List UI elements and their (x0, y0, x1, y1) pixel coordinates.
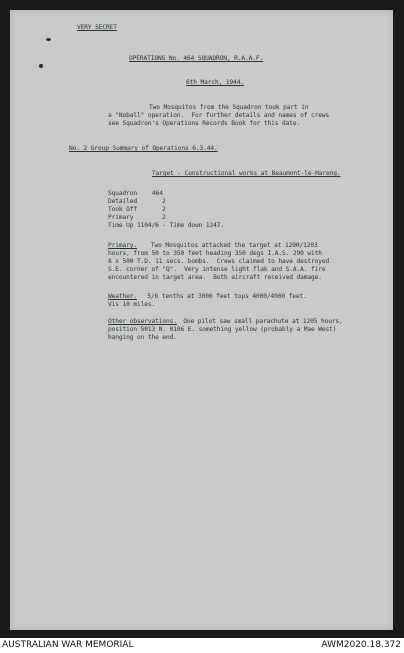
intro-line: Two Mosquitos from the Squadron took part in (149, 104, 309, 111)
primary-line: Two Mosquitos attacked the target at 1200/1203 (140, 242, 318, 249)
stat-value: 464 (152, 190, 163, 197)
document-page (10, 10, 393, 630)
hole-punch-mark (46, 38, 51, 41)
weather-line: Vis 10 miles. (108, 301, 156, 308)
archive-name: AUSTRALIAN WAR MEMORIAL (2, 640, 134, 650)
stat-label: Detailed (108, 198, 138, 205)
stat-label: Primary (108, 214, 134, 221)
primary-line: 8 x 500 T.D. 11 secs. bombs. Crews claimed to have destroyed (108, 258, 330, 265)
stat-label: Took Off (108, 206, 138, 213)
primary-line: S.E. corner of "Q". Very intense light flak and S.A.A. fire (108, 266, 326, 273)
primary-line: hours, from 50 to 350 feet heading 350 degs I.A.S. 290 with (108, 250, 322, 257)
stat-value: 2 (162, 206, 166, 213)
target-line: Target - Constructional works at Beaumont-le-Hareng. (152, 170, 341, 177)
stat-value: 2 (162, 214, 166, 221)
hole-punch-mark (39, 64, 43, 68)
other-observations-line: hanging on the end. (108, 334, 177, 341)
archive-reference-id: AWM2020.18.372 (321, 640, 401, 650)
weather-line: 5/6 tenths at 3000 feet tops 4000/4000 feet. (140, 293, 307, 300)
intro-line: see Squadron's Operations Records Book for this date. (108, 120, 301, 127)
other-observations-line: position 5013 N. 0106 E. something yellow (probably a Mae West) (108, 326, 337, 333)
weather-label: Weather. (108, 293, 138, 300)
other-observations-label: Other observations. (108, 318, 177, 325)
report-date: 6th March, 1944. (186, 79, 245, 86)
primary-line: encountered in target area. Both aircraft received damage. (108, 274, 322, 281)
group-summary-heading: No. 2 Group Summary of Operations 6.3.44. (69, 145, 218, 152)
other-observations-line: One pilot saw small parachute at 1205 hours, (176, 318, 343, 325)
archive-caption-bar (0, 638, 404, 653)
stat-label: Squadron (108, 190, 138, 197)
classification-stamp: VERY SECRET (77, 24, 117, 31)
stat-value: 2 (162, 198, 166, 205)
report-heading: OPERATIONS No. 464 SQUADRON, R.A.A.F. (129, 55, 264, 62)
time-up-down-line: Time Up 1104/6 - Time down 1247. (108, 222, 225, 229)
intro-line: a "Noball" operation. For further details and names of crews (108, 112, 330, 119)
primary-label: Primary. (108, 242, 138, 249)
